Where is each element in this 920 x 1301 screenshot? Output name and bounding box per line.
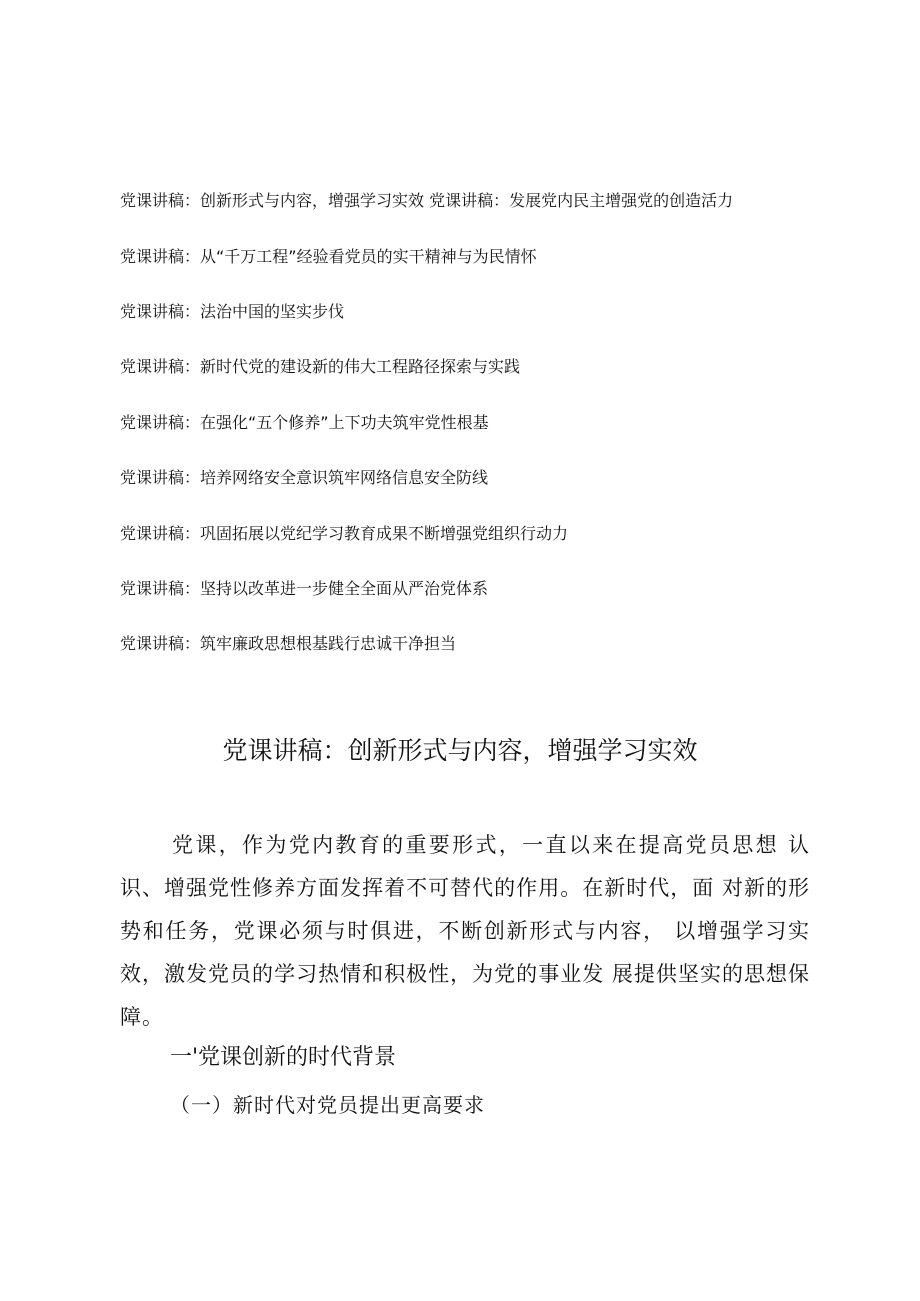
toc-item: 党课讲稿：从“千万工程”经验看党员的实干精神与为民情怀 — [120, 247, 537, 266]
sub-heading: （一）新时代对党员提出更高要求 — [170, 1093, 485, 1117]
toc-item: 党课讲稿：培养网络安全意识筑牢网络信息安全防线 — [120, 468, 489, 487]
section-heading: 一'党课创新的时代背景 — [170, 1045, 397, 1070]
intro-paragraph: 党课，作为党内教育的重要形式，一直以来在提高党员思想 认识、增强党性修养方面发挥着不可替代的作用。在新时代，面 对新的形势和任务，党课必须与时俱进，不断创新形式与内容， 以增强学习实效，激发党员的学习热情和积极性，为党的事业发 展提供坚实的思想保障。 — [120, 833, 810, 1029]
toc-item: 党课讲稿：巩固拓展以党纪学习教育成果不断增强党组织行动力 — [120, 524, 569, 543]
toc-item: 党课讲稿：筑牢廉政思想根基践行忠诚干净担当 — [120, 634, 457, 653]
toc-item: 党课讲稿：在强化“五个修养”上下功夫筑牢党性根基 — [120, 413, 489, 432]
article-title: 党课讲稿：创新形式与内容，增强学习实效 — [222, 736, 698, 765]
toc-item: 党课讲稿：新时代党的建设新的伟大工程路径探索与实践 — [120, 357, 521, 376]
toc-item: 党课讲稿：坚持以改革进一步健全全面从严治党体系 — [120, 579, 489, 598]
toc-item: 党课讲稿：法治中国的坚实步伐 — [120, 302, 345, 321]
toc-item: 党课讲稿：创新形式与内容，增强学习实效 党课讲稿：发展党内民主增强党的创造活力 — [120, 191, 734, 210]
